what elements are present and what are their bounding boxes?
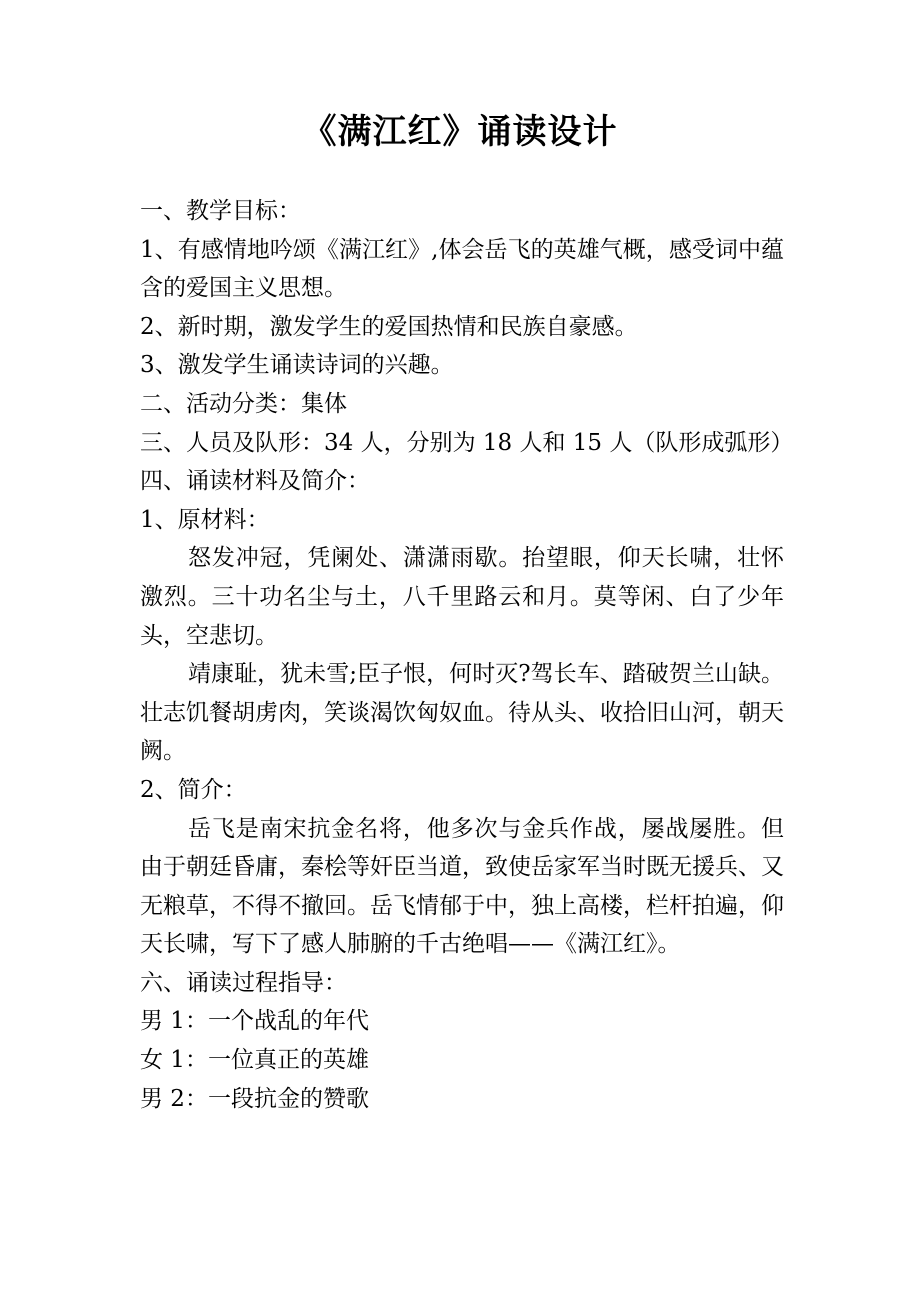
introduction-paragraph: 岳飞是南宋抗金名将，他多次与金兵作战，屡战屡胜。但由于朝廷昏庸，秦桧等奸臣当道，致使岳家军当时既无援兵、又无粮草，不得不撤回。岳飞情郁于中，独上高楼，栏杆拍遍，仰天长啸，写下了感人肺腑的千古绝唱——《满江红》。	[140, 815, 784, 958]
goal-item-1: 1、有感情地吟颂《满江红》,体会岳飞的英雄气概，感受词中蕴含的爱国主义思想。	[140, 236, 784, 302]
recitation-line-male-2: 男 2：一段抗金的赞歌	[140, 1085, 369, 1112]
recitation-line-male-1: 男 1：一个战乱的年代	[140, 1008, 369, 1035]
section-heading-goals: 一、教学目标：	[140, 198, 301, 224]
subheading-original-text: 1、原材料：	[140, 506, 270, 533]
poem-stanza-1: 怒发冲冠，凭阑处、潇潇雨歇。抬望眼，仰天长啸，壮怀激烈。三十功名尘与土，八千里路云和月。莫等闲、白了少年头，空悲切。	[140, 545, 784, 649]
section-heading-category: 二、活动分类：集体	[140, 390, 347, 417]
goal-item-3: 3、激发学生诵读诗词的兴趣。	[140, 352, 454, 379]
subheading-introduction: 2、简介：	[140, 776, 247, 803]
section-heading-materials: 四、诵读材料及简介：	[140, 468, 370, 495]
section-heading-formation: 三、人员及队形：34 人，分别为 18 人和 15 人（队形成弧形）	[140, 429, 794, 456]
section-heading-guidance: 六、诵读过程指导：	[140, 969, 347, 996]
document-title: 《满江红》诵读设计	[302, 112, 618, 152]
document-body	[140, 192, 794, 1118]
goal-item-2: 2、新时期，激发学生的爱国热情和民族自豪感。	[140, 313, 638, 340]
recitation-line-female-1: 女 1：一位真正的英雄	[140, 1047, 369, 1074]
poem-stanza-2: 靖康耻，犹未雪;臣子恨，何时灭?驾长车、踏破贺兰山缺。壮志饥餐胡虏肉，笑谈渴饮匈奴血。待从头、收拾旧山河，朝天阙。	[140, 661, 784, 765]
